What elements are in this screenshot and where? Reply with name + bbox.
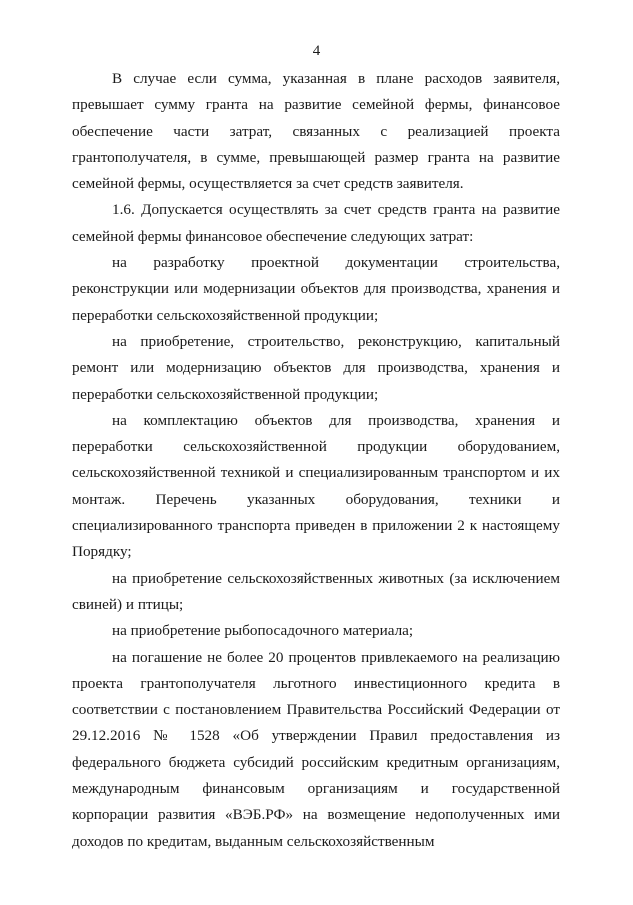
list-item-animals: на приобретение сельскохозяйственных животных (за исключением свиней) и птицы; xyxy=(72,569,560,613)
list-item-fish-stock: на приобретение рыбопосадочного материала; xyxy=(112,622,414,640)
page-number: 4 xyxy=(312,43,321,59)
list-item-loan-repayment: на погашение не более 20 процентов привлекаемого на реализацию проекта грантополучателя льготного инвестиционного кредита в соответствии с постановлением Правительства Российский Федерации от 29.12.2016 № 1528 «Об утверждении Правил предоставления из федерального бюджета субсидий российским кредитным организациям, международным финансовым организациям и государственной корпорации развития «ВЭБ.РФ» на возмещение недополученных ими доходов по кредитам, выданным сельскохозяйственным xyxy=(72,648,560,850)
paragraph-excess-costs: В случае если сумма, указанная в плане расходов заявителя, превышает сумму гранта на развитие семейной фермы, финансовое обеспечение части затрат, связанных с реализацией проекта грантополучателя, в сумме, превышающей размер гранта на развитие семейной фермы, осуществляется за счет средств заявителя. xyxy=(72,70,560,193)
document-body xyxy=(72,66,560,855)
list-item-project-documentation: на разработку проектной документации строительства, реконструкции или модернизации объектов для производства, хранения и переработки сельскохозяйственной продукции; xyxy=(72,254,560,324)
list-item-construction: на приобретение, строительство, реконструкцию, капитальный ремонт или модернизацию объектов для производства, хранения и переработки сельскохозяйственной продукции; xyxy=(72,332,560,403)
paragraph-1-6-allowed-costs: 1.6. Допускается осуществлять за счет средств гранта на развитие семейной фермы финансовое обеспечение следующих затрат: xyxy=(72,201,560,245)
list-item-equipment: на комплектацию объектов для производства, хранения и переработки сельскохозяйственной продукции оборудованием, сельскохозяйственной техникой и специализированным транспортом и их монтаж. Перечень указанных оборудования, техники и специализированного транспорта приведен в приложении 2 к настоящему Порядку; xyxy=(72,411,560,561)
